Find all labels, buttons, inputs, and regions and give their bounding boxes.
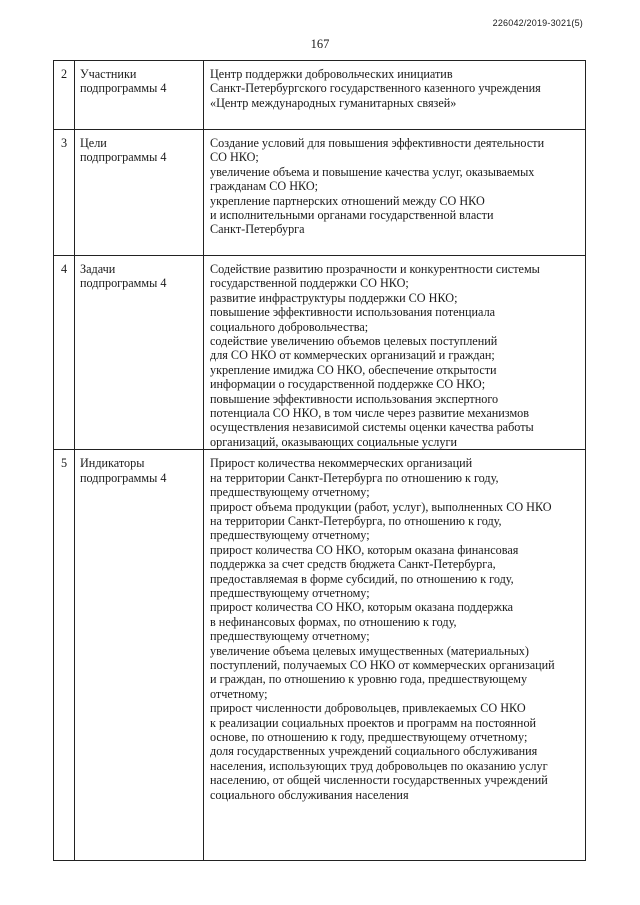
row-label <box>75 450 204 861</box>
row-value-line: укрепление имиджа СО НКО, обеспечение открытости <box>210 362 497 377</box>
row-label-line: подпрограммы 4 <box>80 150 167 165</box>
row-label-line: Задачи <box>80 262 116 276</box>
row-label-line: Участники <box>80 67 137 81</box>
row-value <box>204 256 586 450</box>
row-value-line: государственной поддержки СО НКО; <box>210 276 409 291</box>
row-value-line: информации о государственной поддержке СО НКО; <box>210 377 486 392</box>
row-value-line: Содействие развитию прозрачности и конкурентности системы <box>210 262 540 276</box>
row-value-line: прирост количества СО НКО, которым оказана финансовая <box>210 542 519 557</box>
row-number: 5 <box>54 450 75 861</box>
row-value-line: для СО НКО от коммерческих организаций и граждан; <box>210 348 495 363</box>
row-value-line: и граждан, по отношению к уровню года, предшествующему <box>210 672 528 687</box>
row-value-line: на территории Санкт-Петербурга, по отношению к году, <box>210 513 502 528</box>
row-value-line: доля государственных учреждений социального обслуживания <box>210 744 538 759</box>
row-value <box>204 450 586 861</box>
subprogram-passport-table <box>53 60 586 861</box>
row-value-line: прирост объема продукции (работ, услуг), выполненных СО НКО <box>210 499 552 514</box>
row-value-line: отчетному; <box>210 686 268 701</box>
page-number: 167 <box>310 37 330 51</box>
row-label-line: подпрограммы 4 <box>80 470 167 485</box>
row-value-line: повышение эффективности использования потенциала <box>210 305 496 320</box>
row-value-line: повышение эффективности использования экспертного <box>210 391 499 406</box>
row-value-line: осуществления независимой системы оценки качества работы <box>210 420 534 435</box>
row-value-line: к реализации социальных проектов и программ на постоянной <box>210 715 537 730</box>
row-value-line: поступлений, получаемых СО НКО от коммерческих организаций <box>210 657 555 672</box>
row-number: 4 <box>54 256 75 450</box>
row-value-line: в нефинансовых формах, по отношению к году, <box>210 614 457 629</box>
row-value-line: населению, от общей численности государственных учреждений <box>210 773 548 788</box>
row-value-line: содействие увеличению объемов целевых поступлений <box>210 334 498 349</box>
row-value-line: социального добровольчества; <box>210 319 369 334</box>
row-value <box>204 61 586 130</box>
row-value-line: Прирост количества некоммерческих организаций <box>210 456 473 471</box>
row-value-line: Санкт-Петербургского государственного казенного учреждения <box>210 81 541 96</box>
row-label-line: подпрограммы 4 <box>80 81 167 96</box>
document-registration-code: 226042/2019-3021(5) <box>492 18 583 28</box>
row-value-line: Центр поддержки добровольческих инициатив <box>210 67 453 81</box>
row-label-line: Индикаторы <box>80 456 145 471</box>
row-value-line: предшествующему отчетному; <box>210 585 370 600</box>
row-value-line: населения, использующих труд добровольцев по оказанию услуг <box>210 758 548 773</box>
row-value-line: предшествующему отчетному; <box>210 629 370 644</box>
row-value-line: прирост количества СО НКО, которым оказана поддержка <box>210 600 514 615</box>
row-value-line: и исполнительными органами государственной власти <box>210 208 494 223</box>
row-value-line: укрепление партнерских отношений между СО НКО <box>210 193 485 208</box>
row-value <box>204 130 586 256</box>
table-body <box>54 61 586 861</box>
row-number: 2 <box>54 61 75 130</box>
row-value-line: СО НКО; <box>210 150 259 165</box>
table-row <box>54 130 586 256</box>
row-label <box>75 61 204 130</box>
table-row <box>54 61 586 130</box>
row-value-line: основе, по отношению к году, предшествующему отчетному; <box>210 730 528 744</box>
row-number: 3 <box>54 130 75 256</box>
table-row <box>54 256 586 450</box>
row-label-line: подпрограммы 4 <box>80 276 167 291</box>
row-value-line: развитие инфраструктуры поддержки СО НКО; <box>210 290 458 305</box>
table-row <box>54 450 586 861</box>
row-value-line: предшествующему отчетному; <box>210 485 370 500</box>
row-value-line: поддержка за счет средств бюджета Санкт-Петербурга, <box>210 557 496 572</box>
row-value-line: «Центр международных гуманитарных связей» <box>210 95 457 110</box>
row-value-line: предоставляемая в форме субсидий, по отношению к году, <box>210 571 514 586</box>
row-value-line: организаций, оказывающих социальные услуги <box>210 434 457 449</box>
row-value-line: прирост численности добровольцев, привлекаемых СО НКО <box>210 701 526 716</box>
row-label-line: Цели <box>80 136 107 150</box>
row-value-line: увеличение объема и повышение качества услуг, оказываемых <box>210 164 535 179</box>
row-value-line: предшествующему отчетному; <box>210 528 370 543</box>
row-label <box>75 256 204 450</box>
row-label <box>75 130 204 256</box>
row-value-line: гражданам СО НКО; <box>210 179 319 194</box>
row-value-line: потенциала СО НКО, в том числе через развитие механизмов <box>210 406 529 421</box>
row-value-line: социального обслуживания населения <box>210 787 409 802</box>
row-value-line: на территории Санкт-Петербурга по отношению к году, <box>210 470 499 485</box>
row-value-line: Санкт-Петербурга <box>210 222 305 237</box>
row-value-line: Создание условий для повышения эффективности деятельности <box>210 136 545 150</box>
row-value-line: увеличение объема целевых имущественных (материальных) <box>210 643 529 658</box>
